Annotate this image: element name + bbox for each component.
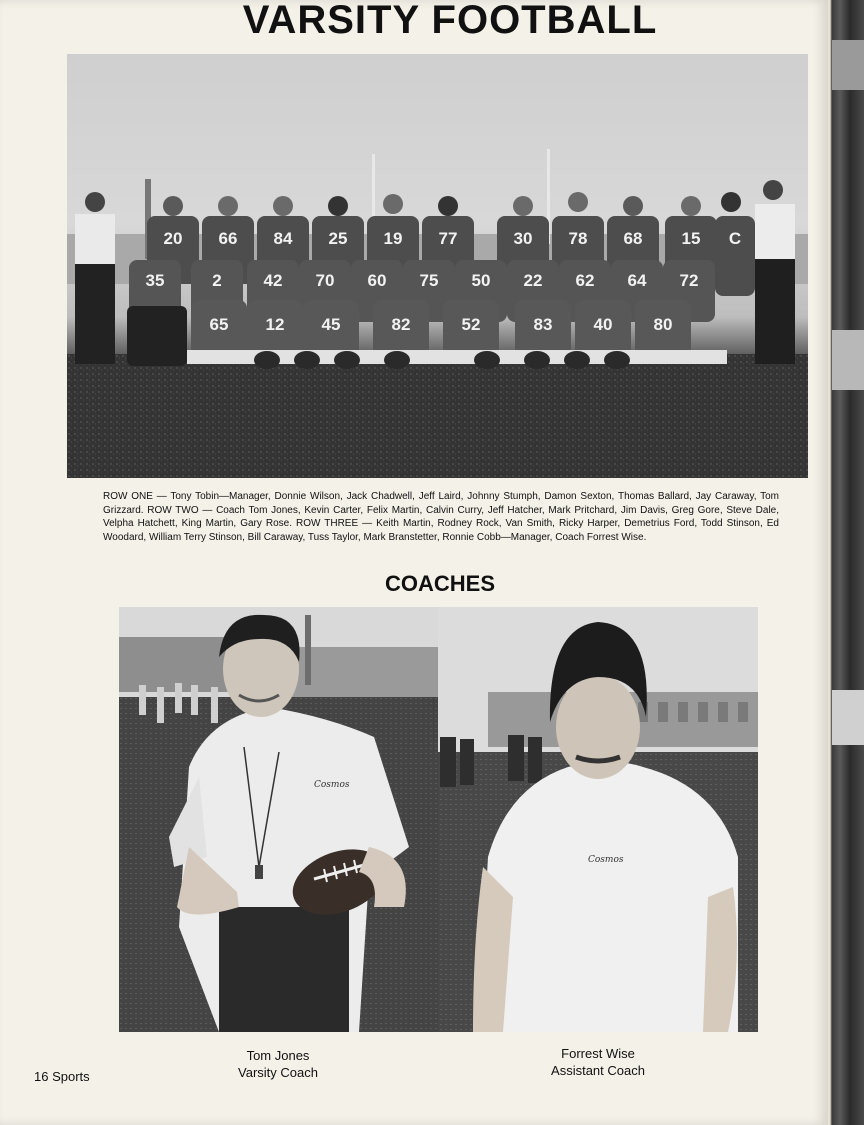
- jersey-number: 75: [419, 271, 439, 290]
- jersey-number: 20: [163, 229, 183, 248]
- jersey-number: 42: [263, 271, 283, 290]
- coach-name: Tom Jones: [246, 1048, 310, 1063]
- team-photo: [67, 54, 808, 478]
- coach-photo-graphic: [438, 607, 758, 1032]
- jersey-number: 78: [568, 229, 588, 248]
- jersey-number: 52: [461, 315, 481, 334]
- jersey-number: 60: [367, 271, 387, 290]
- jersey-number: 12: [265, 315, 285, 334]
- jersey-number: 70: [315, 271, 335, 290]
- coaches-heading: COACHES: [384, 571, 495, 596]
- jersey-number: 64: [627, 271, 647, 290]
- spine-strip: [832, 690, 864, 745]
- shirt-logo: Cosmos: [314, 780, 350, 790]
- shirt-logo: Cosmos: [588, 855, 624, 865]
- jersey-number: 35: [145, 271, 165, 290]
- jersey-number: 30: [513, 229, 533, 248]
- team-photo-graphic: [67, 54, 808, 478]
- jersey-number: 80: [653, 315, 673, 334]
- jersey-number: 66: [218, 229, 238, 248]
- jersey-number: 19: [383, 229, 403, 248]
- jersey-number: 83: [533, 315, 553, 334]
- page-folio: 16 Sports: [34, 1069, 90, 1084]
- coach-role: Assistant Coach: [551, 1063, 645, 1078]
- coach-photo-tom-jones: [119, 607, 438, 1032]
- jersey-number: 84: [273, 229, 293, 248]
- jersey-number: 40: [593, 315, 613, 334]
- coach-role: Varsity Coach: [238, 1065, 318, 1080]
- jersey-number: 82: [391, 315, 411, 334]
- coach-photo-forrest-wise: [438, 607, 758, 1032]
- jersey-number: 77: [438, 229, 458, 248]
- spine-strip: [832, 40, 864, 90]
- jersey-number: 62: [575, 271, 595, 290]
- front-row: [127, 300, 727, 369]
- jersey-number: 45: [321, 315, 341, 334]
- jersey-number: C: [728, 229, 742, 248]
- jersey-number: 65: [209, 315, 229, 334]
- book-spine: [826, 0, 864, 1125]
- coach-caption-2: [523, 1045, 673, 1079]
- spine-strip: [832, 330, 864, 390]
- jersey-number: 25: [328, 229, 348, 248]
- jersey-number: 68: [623, 229, 643, 248]
- roster-caption: ROW ONE — Tony Tobin—Manager, Donnie Wilson, Jack Chadwell, Jeff Laird, Johnny Stumph, Damon Sexton, Thomas Ballard, Jay Caraway, Tom Grizzard. ROW TWO — Coach Tom Jones, Kevin Carter, Felix Martin, Calvin Curry, Jeff Hatcher, Mark Pritchard, Jim Davis, Greg Gore, Steve Dale, Velpha Hatchett, King Martin, Gary Rose. ROW THREE — Keith Martin, Rodney Rock, Van Smith, Ricky Harper, Demetrius Ford, Todd Stinson, Ed Woodard, William Terry Stinson, Bill Caraway, Tuss Taylor, Mark Branstetter, Ronnie Cobb—Manager, Coach Forrest Wise.: [103, 491, 779, 543]
- coach-caption-1: [203, 1047, 353, 1081]
- page-title: VARSITY FOOTBALL: [242, 0, 658, 42]
- jersey-number: 50: [471, 271, 491, 290]
- coach-photo-graphic: [119, 607, 438, 1032]
- coach-name: Forrest Wise: [561, 1046, 635, 1061]
- jersey-number: 22: [523, 271, 543, 290]
- jersey-number: 2: [212, 271, 222, 290]
- jersey-number: 72: [679, 271, 699, 290]
- jersey-number: 15: [681, 229, 701, 248]
